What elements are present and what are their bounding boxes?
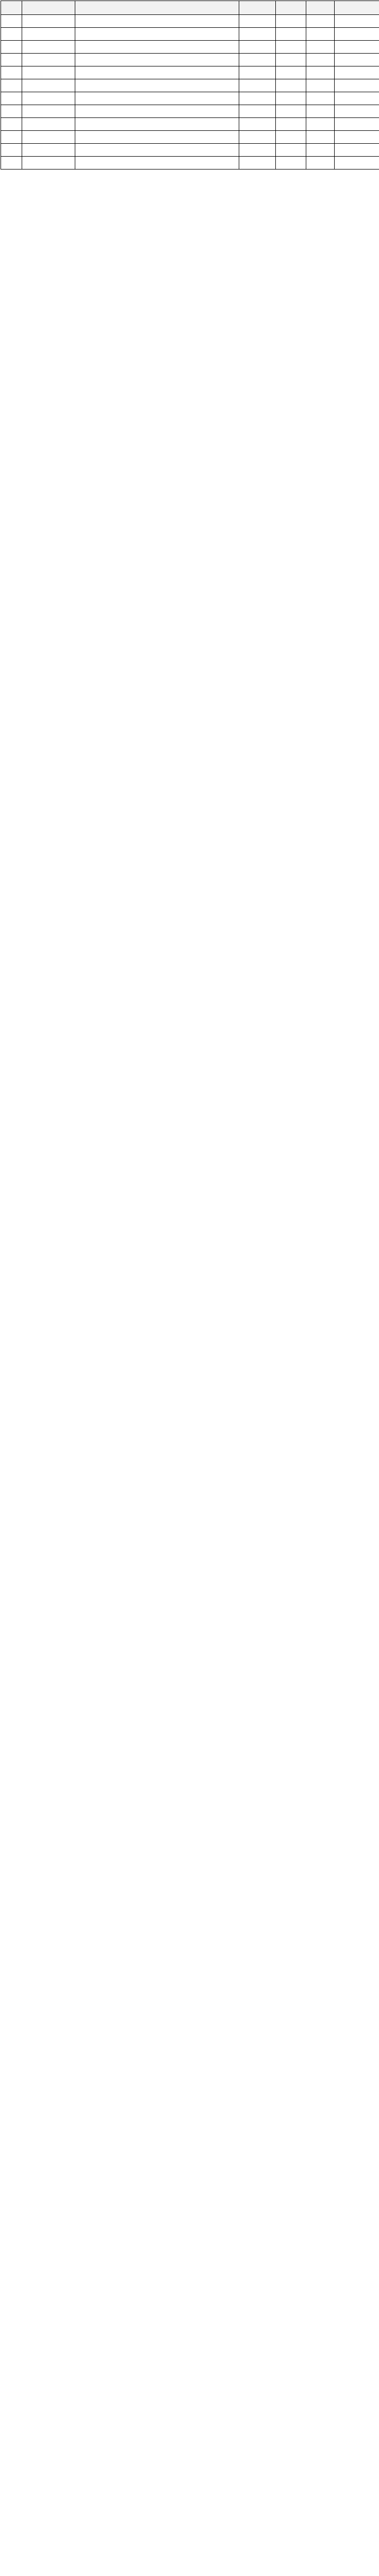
table-cell [22,105,75,118]
table-cell [306,79,335,92]
table-cell [335,54,379,66]
table-row [1,79,379,92]
table-body [1,15,379,170]
table-cell [335,28,379,41]
table-cell [22,41,75,54]
table-cell [22,66,75,79]
table-cell [276,28,306,41]
table-cell [276,79,306,92]
table-cell [276,92,306,105]
table-cell [335,79,379,92]
table-cell [239,157,276,170]
table-cell [22,15,75,28]
table-cell [75,105,239,118]
table-cell [335,105,379,118]
table-cell [1,105,22,118]
table-cell [239,15,276,28]
table-cell [1,144,22,157]
table-row [1,15,379,28]
table-cell [75,92,239,105]
table-cell [306,92,335,105]
table-cell [306,15,335,28]
table-cell [335,41,379,54]
table-cell [335,92,379,105]
table-cell [1,92,22,105]
column-header [239,1,276,15]
table-cell [22,92,75,105]
table-cell [75,28,239,41]
table-row [1,105,379,118]
table-cell [239,118,276,131]
table-cell [239,54,276,66]
table-row [1,157,379,170]
table-cell [276,41,306,54]
table-cell [239,28,276,41]
table-cell [276,131,306,144]
table-cell [75,144,239,157]
table-row [1,92,379,105]
table-row [1,66,379,79]
table-cell [1,157,22,170]
table-cell [239,144,276,157]
table-cell [1,66,22,79]
table-cell [276,15,306,28]
table-cell [276,105,306,118]
table-cell [239,131,276,144]
table-cell [239,92,276,105]
column-header [1,1,22,15]
table-cell [239,79,276,92]
table-cell [75,131,239,144]
table-cell [22,157,75,170]
table-cell [22,118,75,131]
table-cell [335,131,379,144]
table-cell [276,54,306,66]
table-cell [335,144,379,157]
data-table [1,1,379,170]
table-cell [335,66,379,79]
table-cell [1,131,22,144]
table-cell [239,105,276,118]
table-cell [306,105,335,118]
table-cell [276,118,306,131]
table-cell [75,15,239,28]
table-cell [1,41,22,54]
column-header [22,1,75,15]
table-cell [1,79,22,92]
table-cell [75,54,239,66]
table-row [1,118,379,131]
table-cell [276,157,306,170]
table-cell [75,66,239,79]
table-cell [335,157,379,170]
column-header [75,1,239,15]
table-row [1,28,379,41]
table-cell [276,66,306,79]
table-cell [22,28,75,41]
table-cell [335,15,379,28]
table-cell [335,118,379,131]
table-cell [75,118,239,131]
table-cell [239,41,276,54]
table-cell [75,41,239,54]
table-cell [1,28,22,41]
table-cell [306,28,335,41]
table-row [1,54,379,66]
table-cell [75,79,239,92]
table-row [1,131,379,144]
table-cell [306,54,335,66]
table-cell [306,144,335,157]
table-cell [75,157,239,170]
table-cell [1,54,22,66]
table-cell [306,66,335,79]
table-cell [22,79,75,92]
table-row [1,144,379,157]
table-cell [306,118,335,131]
table-cell [22,144,75,157]
table-row [1,41,379,54]
table-cell [306,131,335,144]
table-cell [1,15,22,28]
table-cell [306,41,335,54]
table-cell [1,118,22,131]
table-cell [239,66,276,79]
header-row [1,1,379,15]
column-header [306,1,335,15]
column-header [276,1,306,15]
table-cell [22,54,75,66]
table-cell [22,131,75,144]
table-cell [276,144,306,157]
table-cell [306,157,335,170]
column-header [335,1,379,15]
